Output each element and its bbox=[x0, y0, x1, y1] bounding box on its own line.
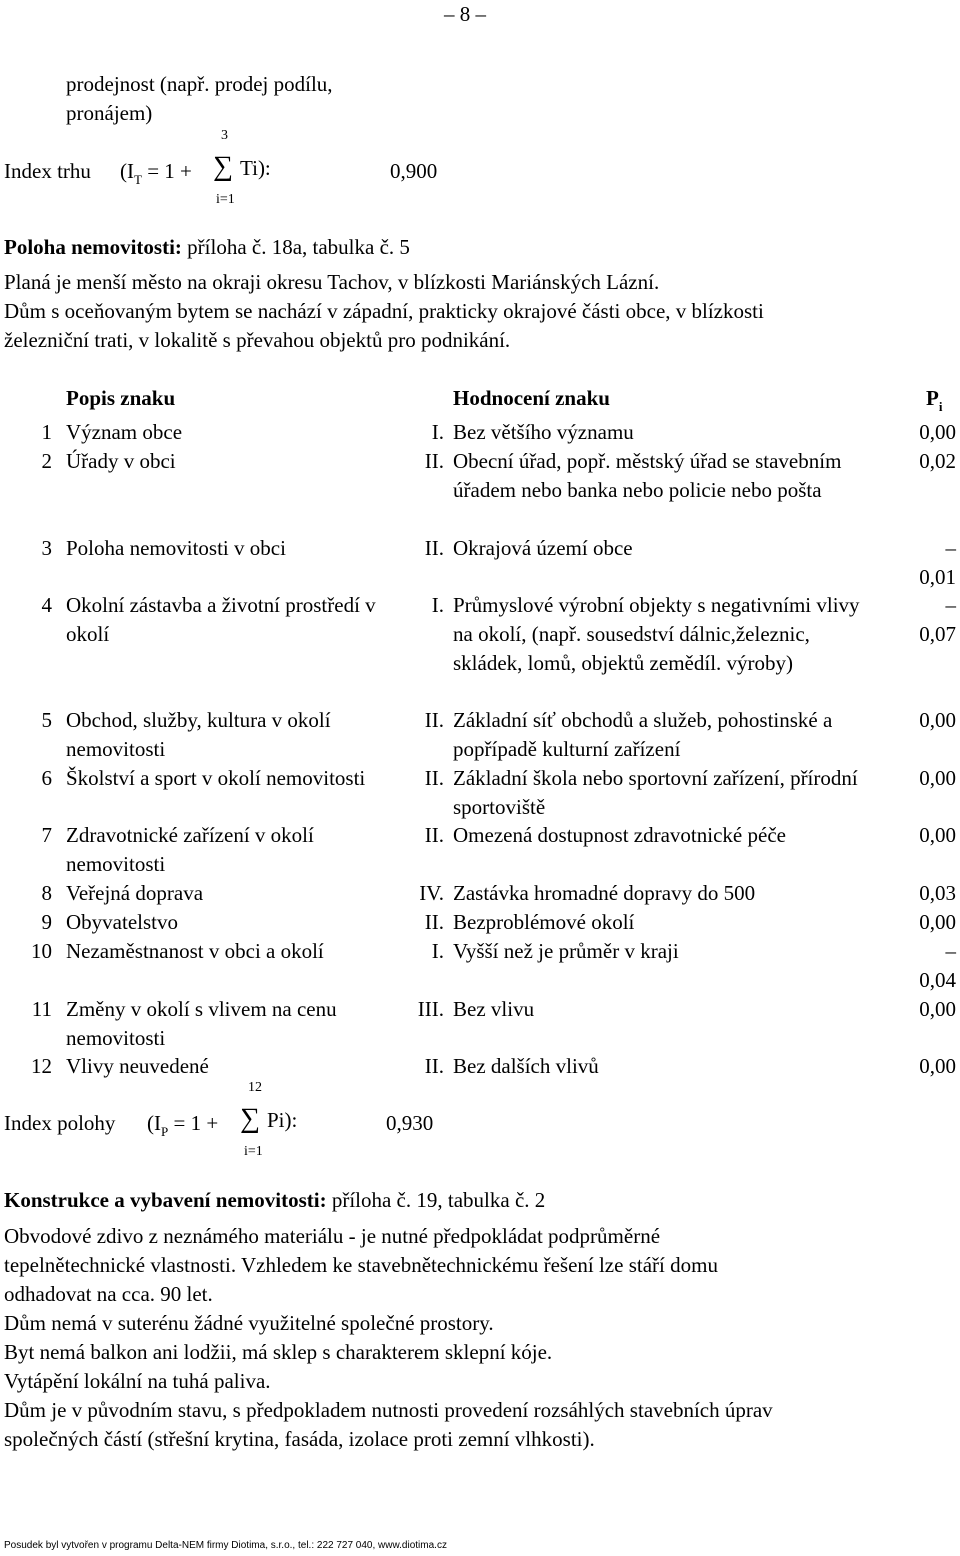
construction-heading: Konstrukce a vybavení nemovitosti: příloha č. 19, tabulka č. 2 bbox=[4, 1188, 546, 1212]
row-rating-text: Základní síť obchodů a služeb, pohostinské a popřípadě kulturní zařízení bbox=[453, 708, 833, 761]
row-level: I. bbox=[431, 939, 444, 963]
location-sum-variable: Pi): bbox=[267, 1108, 298, 1132]
row-value: 0,00 bbox=[919, 997, 956, 1021]
row-description: Změny v okolí s vlivem na cenu nemovitosti bbox=[66, 997, 337, 1050]
row-rating-text: Okrajová území obce bbox=[453, 536, 633, 560]
row-rating-text: Průmyslové výrobní objekty s negativními vlivy na okolí, (např. sousedství dálnic,železnic, skládek, lomů, objektů zemědíl. výroby) bbox=[453, 593, 860, 675]
market-sum-variable: Ti): bbox=[240, 156, 271, 180]
row-description: Okolní zástavba a životní prostředí v okolí bbox=[66, 593, 376, 646]
row-value: 0,03 bbox=[919, 881, 956, 905]
row-description: Obyvatelstvo bbox=[66, 910, 178, 934]
sum-icon: ∑ bbox=[240, 1103, 260, 1134]
row-level: III. bbox=[417, 997, 444, 1021]
row-description: Poloha nemovitosti v obci bbox=[66, 536, 286, 560]
row-description: Vlivy neuvedené bbox=[66, 1054, 209, 1078]
row-description: Úřady v obci bbox=[66, 449, 176, 473]
table-header-p: $P_i$ bbox=[926, 386, 943, 414]
construction-line: Dům nemá v suterénu žádné využitelné společné prostory. bbox=[4, 1311, 494, 1335]
row-description: Význam obce bbox=[66, 420, 183, 444]
row-number: 11 bbox=[31, 997, 52, 1021]
row-rating-text: Základní škola nebo sportovní zařízení, přírodní sportoviště bbox=[453, 766, 858, 819]
row-description: Školství a sport v okolí nemovitosti bbox=[66, 766, 366, 790]
page-number: – 8 – bbox=[444, 2, 486, 26]
market-index-label: Index trhu bbox=[4, 159, 91, 183]
row-level: II. bbox=[424, 449, 444, 473]
sum-icon: ∑ bbox=[213, 151, 233, 182]
location-paragraph-line: Planá je menší město na okraji okresu Tachov, v blízkosti Mariánských Lázní. bbox=[4, 270, 660, 294]
row-level: IV. bbox=[419, 881, 444, 905]
row-level: II. bbox=[424, 766, 444, 790]
table-header-rating: Hodnocení znaku bbox=[453, 386, 610, 410]
market-item-tail-line1: prodejnost (např. prodej podílu, bbox=[66, 72, 333, 96]
row-rating-text: Bez většího významu bbox=[453, 420, 634, 444]
row-description: Veřejná doprava bbox=[66, 881, 204, 905]
row-level: II. bbox=[424, 910, 444, 934]
row-level: I. bbox=[431, 420, 444, 444]
row-number: 10 bbox=[31, 939, 52, 963]
table-header-description: Popis znaku bbox=[66, 386, 176, 410]
construction-line: tepelnětechnické vlastnosti. Vzhledem ke stavebnětechnickému řešení lze stáří domu bbox=[4, 1253, 718, 1277]
row-number: 6 bbox=[41, 766, 52, 790]
row-value: – 0,07 bbox=[919, 593, 956, 646]
row-value: 0,00 bbox=[919, 708, 956, 732]
row-value: 0,00 bbox=[919, 420, 956, 444]
row-number: 1 bbox=[41, 420, 52, 444]
market-item-tail-line2: pronájem) bbox=[66, 101, 153, 125]
row-value: 0,02 bbox=[919, 449, 956, 473]
location-sum-upper: 12 bbox=[248, 1080, 262, 1095]
location-sum-lower: i=1 bbox=[244, 1144, 263, 1159]
location-paragraph-line: Dům s oceňovaným bytem se nachází v západní, prakticky okrajové části obce, v blízkosti bbox=[4, 299, 764, 323]
location-index-label: Index polohy bbox=[4, 1111, 116, 1135]
market-index-value: 0,900 bbox=[390, 159, 438, 183]
row-level: II. bbox=[424, 1054, 444, 1078]
row-level: I. bbox=[431, 593, 444, 617]
row-description: Obchod, služby, kultura v okolí nemovitosti bbox=[66, 708, 331, 761]
row-rating-text: Vyšší než je průměr v kraji bbox=[453, 939, 679, 963]
row-number: 8 bbox=[41, 881, 52, 905]
market-formula: ($I_T = 1$ + bbox=[120, 159, 192, 187]
row-value: 0,00 bbox=[919, 766, 956, 790]
row-value: 0,00 bbox=[919, 823, 956, 847]
row-number: 12 bbox=[31, 1054, 52, 1078]
footer-note: Posudek byl vytvořen v programu Delta-NEM firmy Diotima, s.r.o., tel.: 222 727 040, www.diotima.cz bbox=[4, 1540, 447, 1551]
row-rating-text: Bez dalších vlivů bbox=[453, 1054, 599, 1078]
location-index-value: 0,930 bbox=[386, 1111, 434, 1135]
row-number: 3 bbox=[41, 536, 52, 560]
location-formula: ($I_P = 1$ + bbox=[147, 1111, 219, 1139]
location-paragraph-line: železniční trati, v lokalitě s převahou objektů pro podnikání. bbox=[4, 328, 511, 352]
construction-line: odhadovat na cca. 90 let. bbox=[4, 1282, 213, 1306]
row-value: – 0,01 bbox=[919, 536, 956, 589]
row-number: 4 bbox=[41, 593, 52, 617]
row-number: 5 bbox=[41, 708, 52, 732]
construction-line: Byt nemá balkon ani lodžii, má sklep s charakterem sklepní kóje. bbox=[4, 1340, 553, 1364]
row-description: Nezaměstnanost v obci a okolí bbox=[66, 939, 324, 963]
row-level: II. bbox=[424, 823, 444, 847]
row-value: 0,00 bbox=[919, 1054, 956, 1078]
construction-line: Dům je v původním stavu, s předpokladem nutnosti provedení rozsáhlých stavebních úprav bbox=[4, 1398, 773, 1422]
row-rating-text: Bez vlivu bbox=[453, 997, 535, 1021]
row-rating-text: Omezená dostupnost zdravotnické péče bbox=[453, 823, 786, 847]
row-number: 9 bbox=[41, 910, 52, 934]
row-value: – 0,04 bbox=[919, 939, 956, 992]
row-description: Zdravotnické zařízení v okolí nemovitosti bbox=[66, 823, 314, 876]
construction-line: společných částí (střešní krytina, fasáda, izolace proti zemní vlhkosti). bbox=[4, 1427, 595, 1451]
row-value: 0,00 bbox=[919, 910, 956, 934]
construction-line: Vytápění lokální na tuhá paliva. bbox=[4, 1369, 271, 1393]
row-number: 2 bbox=[41, 449, 52, 473]
row-rating-text: Zastávka hromadné dopravy do 500 bbox=[453, 881, 756, 905]
construction-line: Obvodové zdivo z neznámého materiálu - je nutné předpokládat podprůměrné bbox=[4, 1224, 661, 1248]
row-level: II. bbox=[424, 708, 444, 732]
row-number: 7 bbox=[41, 823, 52, 847]
location-heading: Poloha nemovitosti: příloha č. 18a, tabulka č. 5 bbox=[4, 235, 410, 259]
market-sum-upper: 3 bbox=[221, 128, 228, 143]
row-rating-text: Obecní úřad, popř. městský úřad se stavebním úřadem nebo banka nebo policie nebo pošta bbox=[453, 449, 842, 502]
row-rating-text: Bezproblémové okolí bbox=[453, 910, 635, 934]
market-sum-lower: i=1 bbox=[216, 192, 235, 207]
row-level: II. bbox=[424, 536, 444, 560]
